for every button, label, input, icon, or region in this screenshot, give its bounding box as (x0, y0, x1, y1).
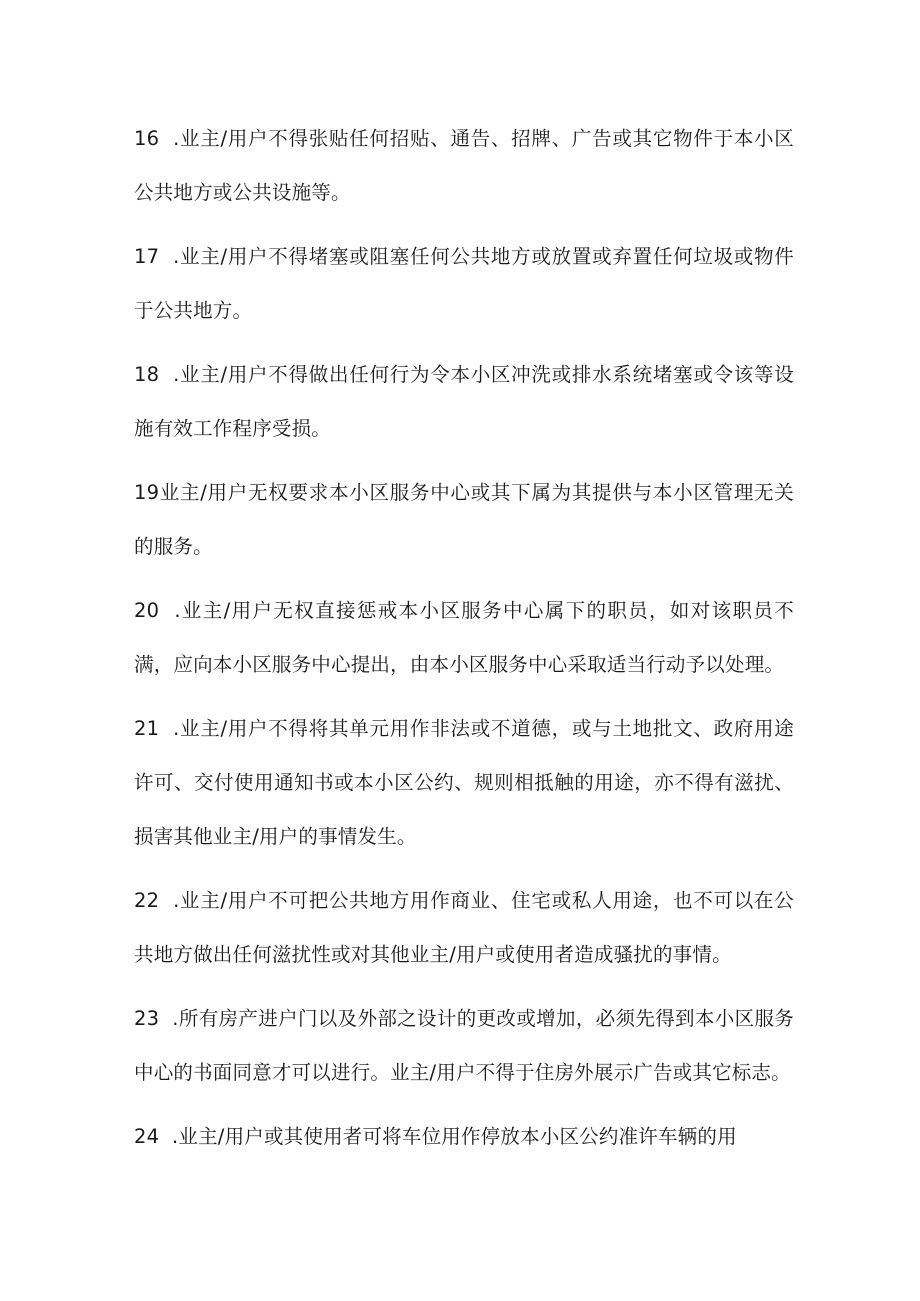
document-body (134, 112, 794, 1164)
clause-22: 22 .业主/用户不可把公共地方用作商业、住宅或私人用途，也不可以在公共地方做出任何滋扰性或对其他业主/用户或使用者造成骚扰的事情。 (134, 889, 794, 966)
clause-18: 18 .业主/用户不得做出任何行为令本小区冲洗或排水系统堵塞或令该等设施有效工作程序受损。 (134, 363, 794, 440)
clause-17: 17 .业主/用户不得堵塞或阻塞任何公共地方或放置或弃置任何垃圾或物件于公共地方。 (134, 245, 794, 322)
clause-19: 19业主/用户无权要求本小区服务中心或其下属为其提供与本小区管理无关的服务。 (134, 481, 794, 558)
clause-16: 16 .业主/用户不得张贴任何招贴、通告、招牌、广告或其它物件于本小区公共地方或公共设施等。 (134, 127, 794, 204)
clause-20: 20 .业主/用户无权直接惩戒本小区服务中心属下的职员，如对该职员不满，应向本小区服务中心提出，由本小区服务中心采取适当行动予以处理。 (134, 599, 794, 676)
clause-24: 24 .业主/用户或其使用者可将车位用作停放本小区公约准许车辆的用 (134, 1125, 737, 1148)
clause-23: 23 .所有房产进户门以及外部之设计的更改或增加，必须先得到本小区服务中心的书面同意才可以进行。业主/用户不得于住房外展示广告或其它标志。 (134, 1007, 794, 1084)
clause-21: 21 .业主/用户不得将其单元用作非法或不道德，或与土地批文、政府用途许可、交付使用通知书或本小区公约、规则相抵触的用途，亦不得有滋扰、损害其他业主/用户的事情发生。 (134, 717, 794, 848)
